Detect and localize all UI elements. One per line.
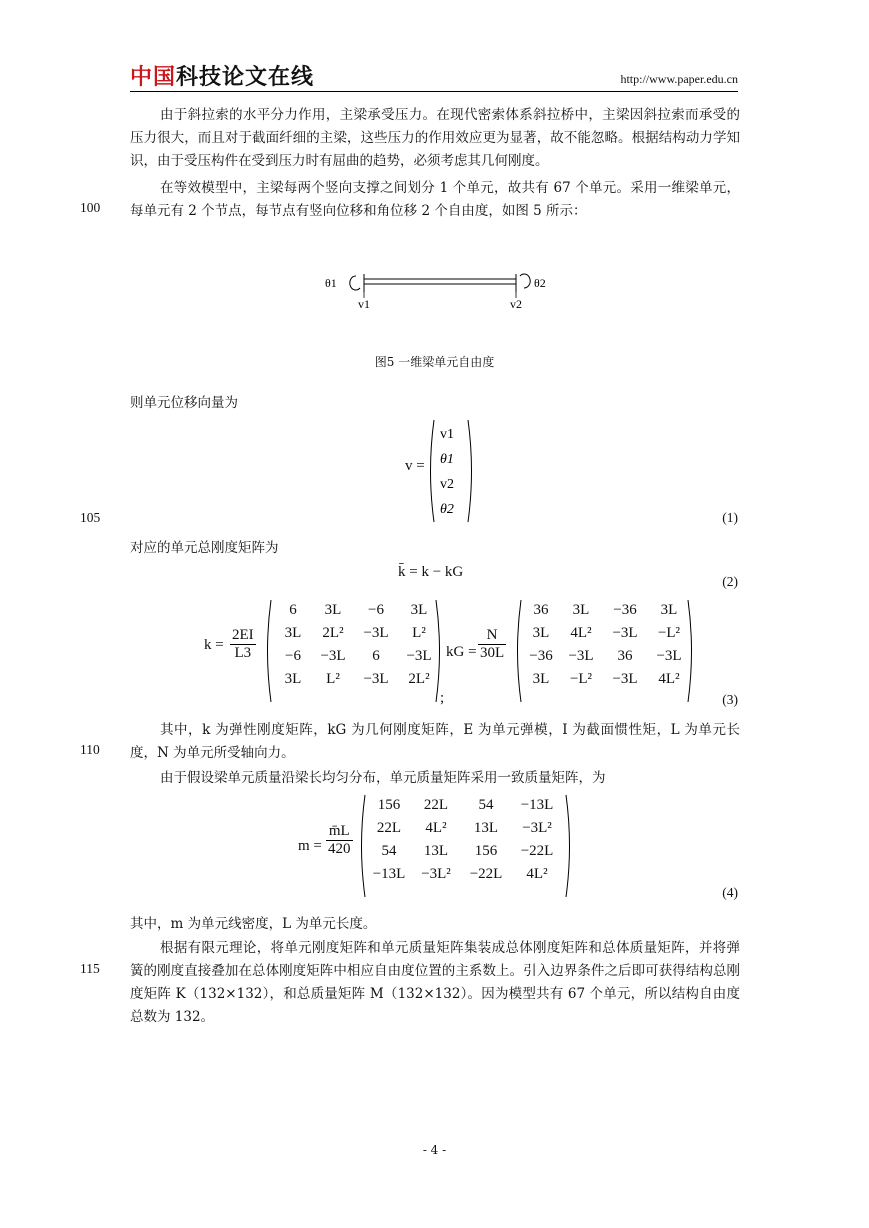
eq4-cell-2-3: −22L bbox=[520, 843, 554, 859]
paragraph-6: 由于假设梁单元质量沿梁长均匀分布，单元质量矩阵采用一致质量矩阵，为 bbox=[160, 770, 606, 786]
eq4-cell-3-1: −3L² bbox=[421, 866, 451, 882]
theta2-label: θ2 bbox=[534, 276, 546, 290]
eq1-theta1: θ1 bbox=[440, 452, 454, 467]
eq4-cell-1-3: −3L² bbox=[522, 820, 552, 836]
eq1-v2: v2 bbox=[440, 477, 454, 492]
theta1-label: θ1 bbox=[325, 276, 337, 290]
eq3-k-cell-2-1: −3L bbox=[320, 648, 346, 664]
paragraph-7: 其中，m 为单元线密度，L 为单元长度。 bbox=[130, 916, 377, 932]
eq3-k-cell-2-2: 6 bbox=[372, 648, 380, 664]
line-number-115: 115 bbox=[80, 961, 100, 976]
eq3-k-matrix bbox=[274, 602, 440, 688]
eq4-fraction bbox=[326, 823, 353, 858]
eq3-kg-cell-2-3: −3L bbox=[656, 648, 682, 664]
paragraph-8: 根据有限元理论，将单元刚度矩阵和单元质量矩阵集装成总体刚度矩阵和总体质量矩阵，并将弹簧的刚度直接叠加在总体刚度矩阵中相应自由度位置的主系数上。引入边界条件之后即可获得结构总刚度矩阵 K（132×132），和总质量矩阵 M（132×132）。因为模型共有 67 个单元，所以结构自由度总数为 132。 bbox=[130, 940, 740, 1025]
eq4-cell-1-1: 4L² bbox=[425, 820, 447, 836]
eq3-kg-cell-1-1: 4L² bbox=[570, 625, 592, 641]
line-number-110: 110 bbox=[80, 742, 100, 757]
eq1-theta2: θ2 bbox=[440, 502, 454, 517]
eq4-cell-3-0: −13L bbox=[372, 866, 406, 882]
eq4-cell-3-2: −22L bbox=[469, 866, 503, 882]
eq4-cell-0-0: 156 bbox=[377, 797, 401, 813]
eq1-lhs: v = bbox=[405, 458, 425, 474]
eq3-kg-denominator: 30L bbox=[480, 645, 505, 661]
eq3-k-cell-0-1: 3L bbox=[324, 602, 342, 618]
eq4-cell-3-3: 4L² bbox=[526, 866, 548, 882]
paragraph-1: 由于斜拉索的水平分力作用，主梁承受压力。在现代密索体系斜拉桥中，主梁因斜拉索而承受的压力很大，而且对于截面纤细的主梁，这些压力的作用效应更为显著，故不能忽略。根据结构动力学知识，由于受压构件在受到压力时有屈曲的趋势，必须考虑其几何刚度。 bbox=[130, 107, 740, 169]
eq4-denominator: 420 bbox=[328, 841, 351, 857]
eq4-lhs: m = bbox=[298, 838, 322, 854]
figure-caption: 图5 一维梁单元自由度 bbox=[374, 355, 495, 369]
eq2: k̄ = k − kG bbox=[398, 564, 464, 580]
eq3-k-cell-0-3: 3L bbox=[410, 602, 428, 618]
eq4-numerator: m̄L bbox=[326, 823, 353, 841]
header-rule bbox=[130, 91, 738, 92]
eq3-k-cell-0-2: −6 bbox=[368, 602, 384, 618]
header-url[interactable]: http://www.paper.edu.cn bbox=[620, 72, 738, 86]
eq3-kg-cell-0-2: −36 bbox=[613, 602, 637, 618]
eq3-kg-numerator: N bbox=[478, 627, 506, 645]
eq3-k-cell-2-3: −3L bbox=[406, 648, 432, 664]
logo-red-text: 中国 bbox=[130, 65, 177, 90]
beam-bar bbox=[364, 279, 516, 284]
eq3-k-cell-1-2: −3L bbox=[363, 625, 389, 641]
eq4-cell-1-0: 22L bbox=[376, 820, 402, 836]
eq3-k-fraction bbox=[230, 627, 256, 662]
page-number: - 4 - bbox=[422, 1143, 447, 1157]
paragraph-3: 则单元位移向量为 bbox=[130, 395, 238, 411]
eq3-k-cell-1-3: L² bbox=[412, 625, 426, 641]
eq3-kg-matrix bbox=[522, 602, 690, 688]
line-number-100: 100 bbox=[80, 200, 101, 215]
eq3-k-cell-2-0: −6 bbox=[285, 648, 301, 664]
eq3-kg-cell-2-2: 36 bbox=[617, 648, 633, 664]
eq3-number: (3) bbox=[722, 692, 738, 707]
v2-label: v2 bbox=[510, 297, 522, 311]
eq3-k-cell-0-0: 6 bbox=[289, 602, 297, 618]
eq4-cell-0-1: 22L bbox=[423, 797, 449, 813]
eq4-cell-0-3: −13L bbox=[520, 797, 554, 813]
eq3-k-cell-3-0: 3L bbox=[284, 671, 302, 687]
paragraph-5: 其中，k 为弹性刚度矩阵，kG 为几何刚度矩阵，E 为单元弹模，I 为截面惯性矩，L 为单元长度，N 为单元所受轴向力。 bbox=[130, 722, 740, 761]
eq1-vector bbox=[426, 418, 476, 524]
eq3-k-cell-3-1: L² bbox=[326, 671, 340, 687]
eq3-k-lhs: k = bbox=[204, 637, 224, 653]
v1-label: v1 bbox=[358, 297, 370, 311]
paragraph-4: 对应的单元总刚度矩阵为 bbox=[130, 540, 279, 556]
eq2-number: (2) bbox=[722, 574, 738, 589]
eq3-kg-cell-3-1: −L² bbox=[569, 671, 593, 687]
eq3-k-cell-1-0: 3L bbox=[284, 625, 302, 641]
eq4-cell-2-1: 13L bbox=[423, 843, 449, 859]
rotation-arrow-right-icon bbox=[520, 274, 530, 288]
logo-black-text: 科技论文在线 bbox=[176, 65, 315, 90]
eq3-kg-cell-1-0: 3L bbox=[532, 625, 550, 641]
eq3-kg-cell-1-2: −3L bbox=[612, 625, 638, 641]
eq3-kg-cell-0-3: 3L bbox=[660, 602, 678, 618]
eq3-kg-cell-3-3: 4L² bbox=[658, 671, 680, 687]
line-number-105: 105 bbox=[80, 510, 101, 525]
eq4-matrix bbox=[366, 797, 562, 883]
eq3-k-cell-3-2: −3L bbox=[363, 671, 389, 687]
eq3-kg-cell-3-2: −3L bbox=[612, 671, 638, 687]
rotation-arrow-left-icon bbox=[350, 276, 360, 290]
eq4-cell-2-2: 156 bbox=[474, 843, 498, 859]
eq3-k-cell-1-1: 2L² bbox=[322, 625, 344, 641]
eq3-k-denominator: L3 bbox=[234, 645, 252, 661]
eq1-v1: v1 bbox=[440, 427, 454, 442]
eq3-kg-lhs: kG = bbox=[446, 644, 477, 660]
eq3-kg-cell-3-0: 3L bbox=[532, 671, 550, 687]
eq4-cell-1-2: 13L bbox=[473, 820, 499, 836]
eq3-kg-cell-2-1: −3L bbox=[568, 648, 594, 664]
eq1-number: (1) bbox=[722, 510, 738, 525]
journal-logo bbox=[130, 60, 314, 91]
eq3-kg-fraction bbox=[478, 627, 506, 662]
eq4-cell-2-0: 54 bbox=[381, 843, 397, 859]
eq3-k-numerator: 2EI bbox=[232, 627, 254, 643]
eq3-separator: ; bbox=[440, 690, 445, 706]
eq3-kg-cell-0-0: 36 bbox=[533, 602, 549, 618]
beam-element-figure bbox=[320, 262, 560, 312]
eq4-cell-0-2: 54 bbox=[478, 797, 494, 813]
eq3-kg-cell-2-0: −36 bbox=[529, 648, 553, 664]
eq3-kg-cell-0-1: 3L bbox=[572, 602, 590, 618]
eq3-k-cell-3-3: 2L² bbox=[408, 671, 430, 687]
paragraph-2: 在等效模型中，主梁每两个竖向支撑之间划分 1 个单元，故共有 67 个单元。采用一维梁单元，每单元有 2 个节点，每节点有竖向位移和角位移 2 个自由度，如图 5 所示： bbox=[130, 180, 740, 219]
eq3-kg-cell-1-3: −L² bbox=[657, 625, 681, 641]
eq4-number: (4) bbox=[722, 885, 738, 900]
